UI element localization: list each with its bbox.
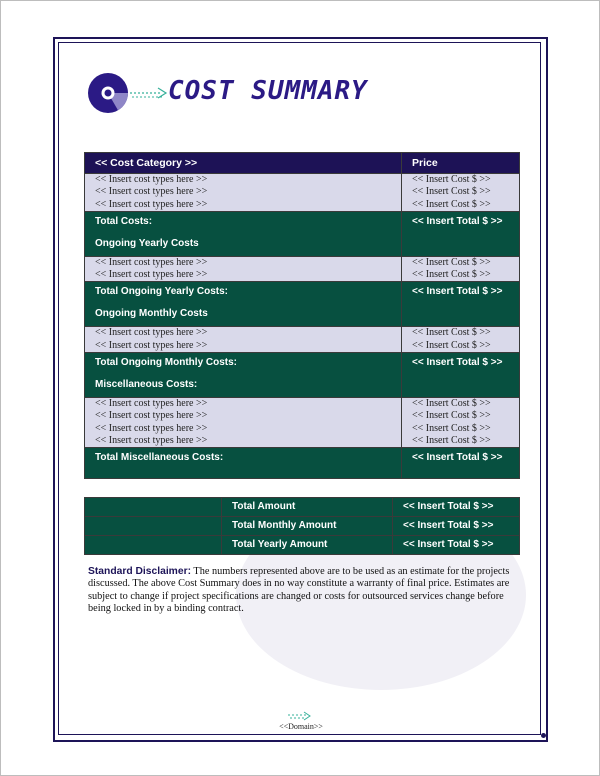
items-cell <box>85 174 402 212</box>
header-price: Price <box>402 153 520 174</box>
cost-item: << Insert cost types here >> <box>95 327 208 339</box>
prices-cell <box>402 256 520 282</box>
table-header-row <box>85 153 520 174</box>
section-heading: Ongoing Yearly Costs <box>95 237 199 249</box>
cost-summary-table <box>84 152 520 479</box>
cost-item: << Insert cost types here >> <box>95 269 208 281</box>
section-total-row <box>85 353 520 398</box>
total-value: << Insert Total $ >> <box>412 215 503 227</box>
section-total-row <box>85 211 520 256</box>
cost-item: << Insert cost types here >> <box>95 186 208 198</box>
summary-value: << Insert Total $ >> <box>393 498 520 517</box>
cost-item: << Insert cost types here >> <box>95 410 208 422</box>
total-value: << Insert Total $ >> <box>412 452 503 464</box>
disclaimer-label: Standard Disclaimer: <box>88 566 192 577</box>
section-items-row <box>85 256 520 282</box>
footer-arrow-icon <box>286 710 314 722</box>
cost-item: << Insert cost types here >> <box>95 256 208 268</box>
prices-cell <box>402 174 520 212</box>
prices-cell <box>402 398 520 448</box>
cost-item: << Insert cost types here >> <box>95 434 208 446</box>
disclaimer <box>88 566 518 615</box>
section-items-row <box>85 398 520 448</box>
cost-price: << Insert Cost $ >> <box>412 339 491 351</box>
total-value: << Insert Total $ >> <box>412 357 503 369</box>
cost-price: << Insert Cost $ >> <box>412 186 491 198</box>
cost-price: << Insert Cost $ >> <box>412 327 491 339</box>
footer-domain: <<Domain>> <box>279 722 323 731</box>
summary-row <box>85 498 520 517</box>
summary-label: Total Yearly Amount <box>222 536 393 555</box>
summary-value: << Insert Total $ >> <box>393 517 520 536</box>
cost-price: << Insert Cost $ >> <box>412 434 491 446</box>
corner-dot <box>541 733 546 738</box>
section-items-row <box>85 327 520 353</box>
cost-item: << Insert cost types here >> <box>95 398 208 410</box>
total-label: Total Miscellaneous Costs: <box>95 452 224 464</box>
total-value: << Insert Total $ >> <box>412 286 503 298</box>
summary-row <box>85 517 520 536</box>
total-label: Total Ongoing Yearly Costs: <box>95 286 228 298</box>
cost-price: << Insert Cost $ >> <box>412 174 491 185</box>
section-items-row <box>85 174 520 212</box>
cost-item: << Insert cost types here >> <box>95 339 208 351</box>
cost-price: << Insert Cost $ >> <box>412 198 491 210</box>
summary-row <box>85 536 520 555</box>
section-heading: Miscellaneous Costs: <box>95 379 198 391</box>
disclaimer-text: The numbers represented above are to be used as an estimate for the projects discussed. The above Cost Summary does in no way constitute a warranty of final price. Estimates are subject to change if project specifications are changed or costs for outsourced services change before being locked in by a binding contract. <box>88 566 510 614</box>
section-heading: Ongoing Monthly Costs <box>95 308 208 320</box>
cost-price: << Insert Cost $ >> <box>412 422 491 434</box>
cost-item: << Insert cost types here >> <box>95 198 208 210</box>
items-cell <box>85 327 402 353</box>
section-total-row <box>85 282 520 327</box>
section-total-row <box>85 448 520 479</box>
logo-title: COST SUMMARY <box>168 76 368 106</box>
total-label: Total Costs: <box>95 215 153 227</box>
cost-price: << Insert Cost $ >> <box>412 398 491 410</box>
summary-label: Total Amount <box>222 498 393 517</box>
prices-cell <box>402 327 520 353</box>
items-cell <box>85 398 402 448</box>
items-cell <box>85 256 402 282</box>
cost-price: << Insert Cost $ >> <box>412 256 491 268</box>
header-category: << Cost Category >> <box>85 153 402 174</box>
cost-price: << Insert Cost $ >> <box>412 410 491 422</box>
summary-table <box>84 497 520 555</box>
summary-label: Total Monthly Amount <box>222 517 393 536</box>
cost-item: << Insert cost types here >> <box>95 174 208 185</box>
cost-item: << Insert cost types here >> <box>95 422 208 434</box>
total-label: Total Ongoing Monthly Costs: <box>95 357 238 369</box>
summary-value: << Insert Total $ >> <box>393 536 520 555</box>
cost-price: << Insert Cost $ >> <box>412 269 491 281</box>
